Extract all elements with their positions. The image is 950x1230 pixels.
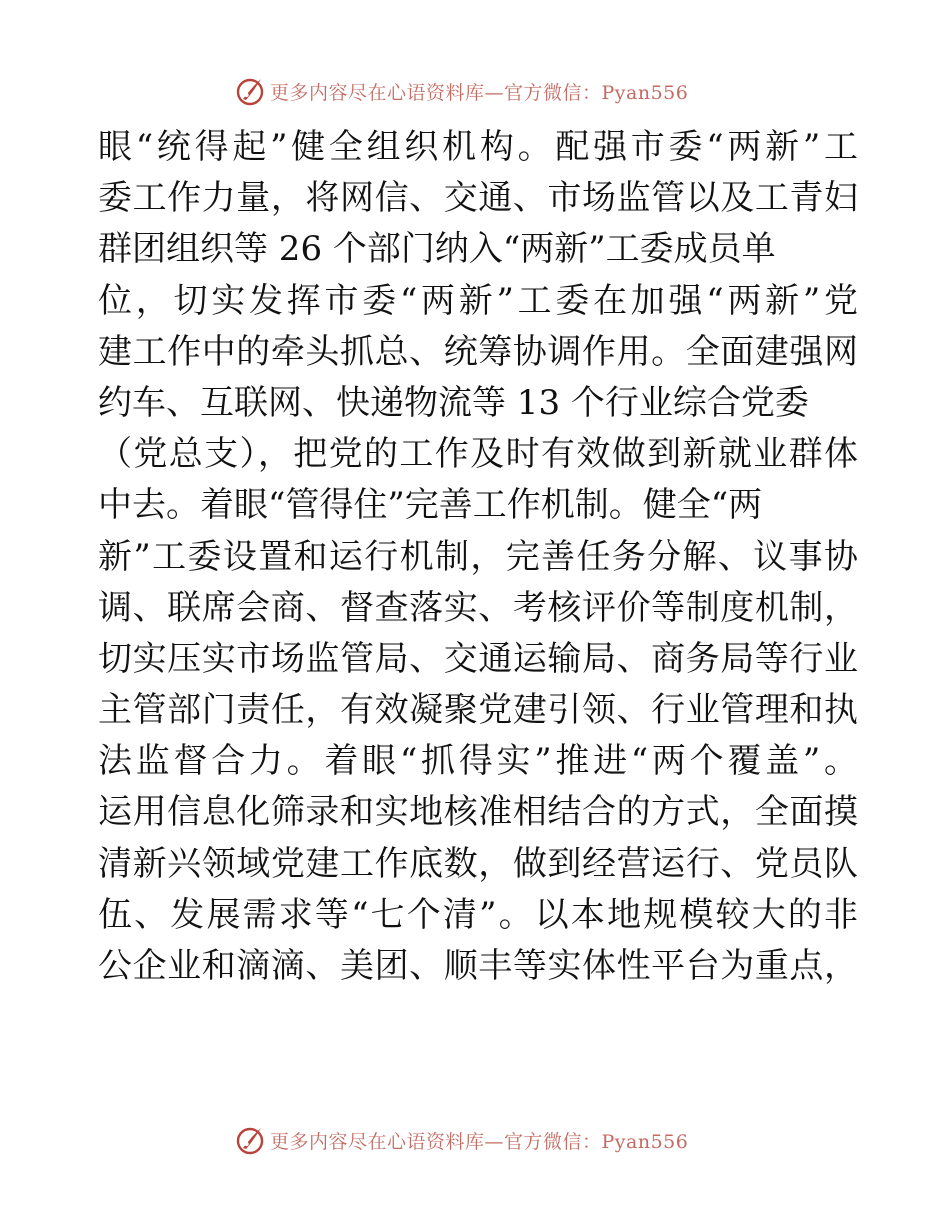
text-line: 群团组织等 26 个部门纳入“两新”工委成员单 [98,229,776,270]
text-line: 公企业和滴滴、美团、顺丰等实体性平台为重点， [98,946,858,986]
text-line: 约车、互联网、快递物流等 13 个行业综合党委 [98,382,809,423]
text-line: 切实压实市场监管局、交通运输局、商务局等行业 [98,638,858,679]
text-line: 中去。着眼“管得住”完善工作机制。健全“两 [98,485,763,526]
text-line: 运用信息化筛录和实地核准相结合的方式，全面摸 [98,792,858,833]
header-banner-text: 更多内容尽在心语资料库—官方微信：Pyan556 [270,81,689,104]
body-paragraph [98,122,858,992]
text-line: 新”工委设置和运行机制，完善任务分解、议事协 [98,536,858,577]
header-banner [234,74,688,108]
text-line: 位，切实发挥市委“两新”工委在加强“两新”党 [98,280,858,321]
text-line: 调、联席会商、督查落实、考核评价等制度机制， [98,587,858,628]
text-line: 清新兴领域党建工作底数，做到经营运行、党员队 [98,843,858,884]
text-line: 法监督合力。着眼“抓得实”推进“两个覆盖”。 [98,741,858,782]
footer-banner [234,1123,688,1157]
text-line: 委工作力量，将网信、交通、市场监管以及工青妇 [98,178,858,219]
quill-logo-icon [234,75,266,107]
text-line: 建工作中的牵头抓总、统筹协调作用。全面建强网 [98,331,858,372]
footer-banner-text: 更多内容尽在心语资料库—官方微信：Pyan556 [270,1130,689,1153]
quill-logo-icon [234,1124,266,1156]
text-line: （党总支），把党的工作及时有效做到新就业群体 [98,434,858,475]
text-line: 伍、发展需求等“七个清”。以本地规模较大的非 [98,894,858,935]
text-line: 主管部门责任，有效凝聚党建引领、行业管理和执 [98,690,858,731]
text-line: 眼“统得起”健全组织机构。配强市委“两新”工 [98,127,858,167]
